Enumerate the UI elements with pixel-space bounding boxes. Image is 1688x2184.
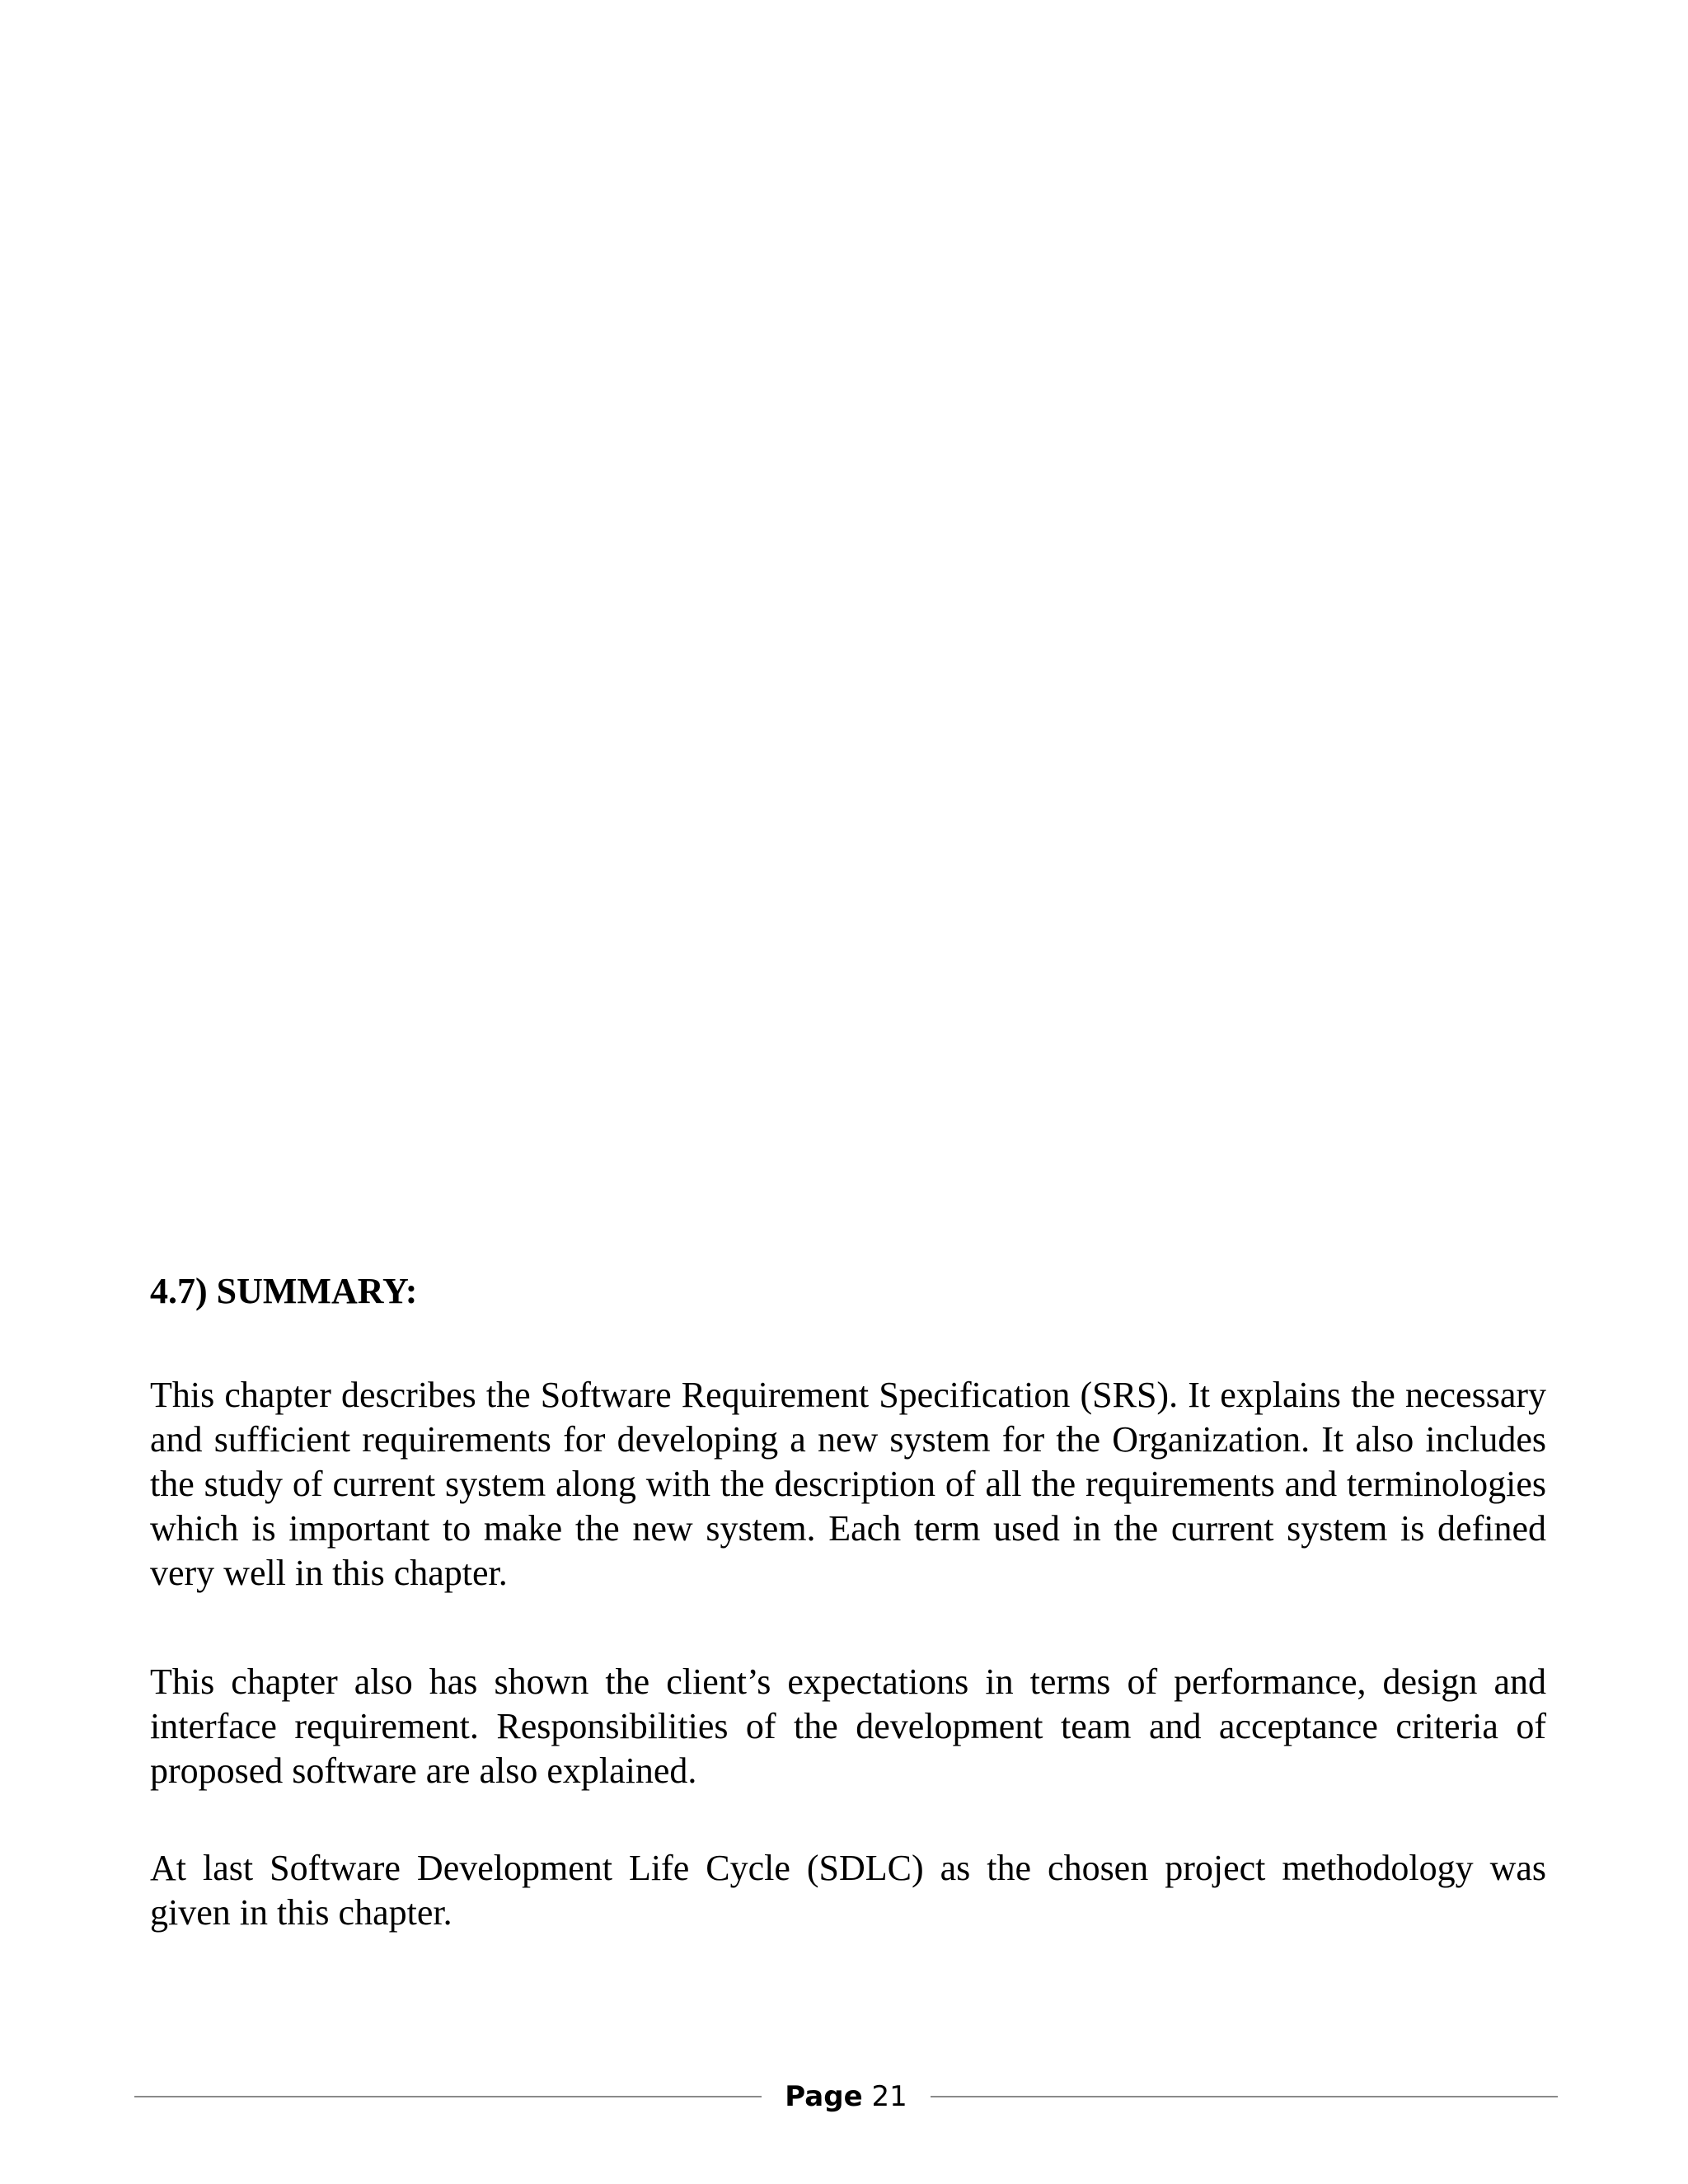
page-label: Page bbox=[785, 2080, 863, 2113]
document-body bbox=[150, 1269, 1546, 1935]
summary-paragraph-1: This chapter describes the Software Requirement Specification (SRS). It explains the necessary and sufficient requirements for developing a new system for the Organization. It also includes the study of current system along with the description of all the requirements and terminologies which is important to make the new system. Each term used in the current system is defined very well in this chapter. bbox=[150, 1375, 1546, 1593]
section-heading: 4.7) SUMMARY: bbox=[150, 1271, 418, 1311]
footer-rule-left bbox=[134, 2096, 762, 2097]
page-number-label bbox=[762, 2080, 930, 2113]
summary-paragraph-3: At last Software Development Life Cycle (SDLC) as the chosen project methodology was given in this chapter. bbox=[150, 1848, 1546, 1933]
summary-paragraph-2: This chapter also has shown the client’s expectations in terms of performance, design and interface requirement. Responsibilities of the development team and acceptance criteria of proposed software are also explained. bbox=[150, 1661, 1546, 1791]
page-footer bbox=[134, 2077, 1558, 2116]
footer-rule-right bbox=[931, 2096, 1558, 2097]
page-number: 21 bbox=[871, 2080, 907, 2113]
